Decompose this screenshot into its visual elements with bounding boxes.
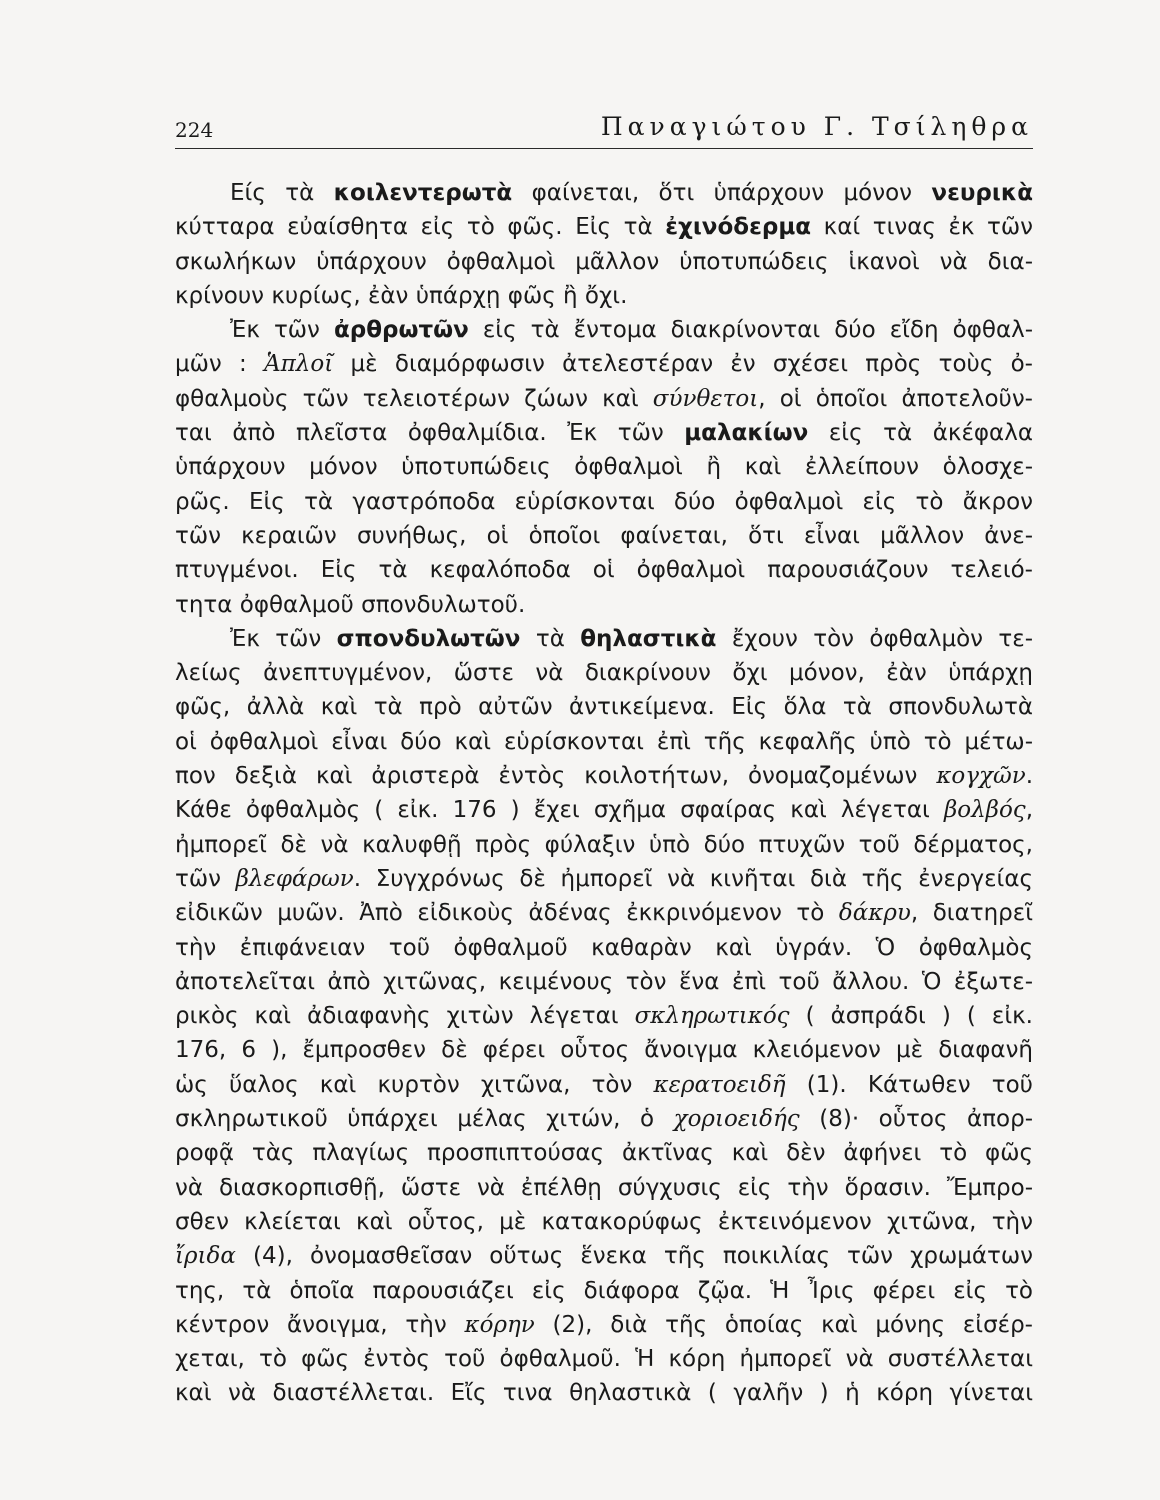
text-line: νὰ διασκορπισθῇ, ὥστε νὰ ἐπέλθῃ σύγχυσις εἰς τὴν ὅρασιν. Ἔμπρο- <box>175 1174 1033 1201</box>
text-line: εἰδικῶν μυῶν. Ἀπὸ εἰδικοὺς ἀδένας ἐκκρινόμενον τὸ δάκρυ, διατηρεῖ <box>175 900 1033 927</box>
text-line: μῶν : Ἁπλοῖ μὲ διαμόρφωσιν ἀτελεστέραν ἐν σχέσει πρὸς τοὺς ὀ- <box>175 351 1033 378</box>
text-line: τῶν κεραιῶν συνήθως, οἱ ὁποῖοι φαίνεται, ὅτι εἶναι μᾶλλον ἀνε- <box>175 522 1033 549</box>
text-line: ὡς ὕαλος καὶ κυρτὸν χιτῶνα, τὸν κερατοειδῆ (1). Κάτωθεν τοῦ <box>175 1071 1033 1098</box>
text-line: πτυγμένοι. Εἰς τὰ κεφαλόποδα οἱ ὀφθαλμοὶ παρουσιάζουν τελειό- <box>175 557 1033 584</box>
italic-term: βλεφάρων <box>235 865 354 892</box>
bold-term: κοιλεντερωτὰ <box>333 180 513 206</box>
text-line: ται ἀπὸ πλεῖστα ὀφθαλμίδια. Ἐκ τῶν μαλακίων εἰς τὰ ἀκέφαλα <box>175 420 1033 447</box>
text-line: τῶν βλεφάρων. Συγχρόνως δὲ ἠμπορεῖ νὰ κινῆται διὰ τῆς ἐνεργείας <box>175 865 1033 892</box>
text-line: κρίνουν κυρίως, ἐὰν ὑπάρχῃ φῶς ἢ ὄχι. <box>175 282 628 309</box>
text-line: κύτταρα εὐαίσθητα εἰς τὸ φῶς. Εἰς τὰ ἐχινόδερμα καί τινας ἐκ τῶν <box>175 214 1033 241</box>
text-line: ρῶς. Εἰς τὰ γαστρόποδα εὑρίσκονται δύο ὀφθαλμοὶ εἰς τὸ ἄκρον <box>175 488 1033 515</box>
text-line: σκληρωτικοῦ ὑπάρχει μέλας χιτών, ὁ χοριοειδής (8)· οὗτος ἀπορ- <box>175 1106 1033 1133</box>
text-line: φθαλμοὺς τῶν τελειοτέρων ζώων καὶ σύνθετοι, οἱ ὁποῖοι ἀποτελοῦν- <box>175 385 1033 412</box>
italic-term: Ἁπλοῖ <box>264 351 334 378</box>
italic-term: κερατοειδῆ <box>653 1071 786 1098</box>
text-line: ροφᾷ τὰς πλαγίως προσπιπτούσας ἀκτῖνας καὶ δὲν ἀφήνει τὸ φῶς <box>175 1140 1033 1167</box>
text-line: κέντρον ἄνοιγμα, τὴν κόρην (2), διὰ τῆς ὁποίας καὶ μόνης εἰσέρ- <box>175 1311 1033 1338</box>
text-line: Ἐκ τῶν σπονδυλωτῶν τὰ θηλαστικὰ ἔχουν τὸν ὀφθαλμὸν τε- <box>230 625 1033 652</box>
text-line: της, τὰ ὁποῖα παρουσιάζει εἰς διάφορα ζῷα. Ἡ Ἶρις φέρει εἰς τὸ <box>175 1277 1033 1304</box>
italic-term: δάκρυ <box>838 900 911 927</box>
text-line: χεται, τὸ φῶς ἐντὸς τοῦ ὀφθαλμοῦ. Ἡ κόρη ἠμπορεῖ νὰ συστέλλεται <box>175 1346 1033 1373</box>
italic-term: χοριοειδής <box>673 1106 800 1133</box>
text-line: τὴν ἐπιφάνειαν τοῦ ὀφθαλμοῦ καθαρὰν καὶ ὑγράν. Ὁ ὀφθαλμὸς <box>175 934 1033 961</box>
text-line: ρικὸς καὶ ἀδιαφανὴς χιτὼν λέγεται σκληρωτικός ( ἀσπράδι ) ( εἰκ. <box>175 1003 1033 1030</box>
text-line: Κάθε ὀφθαλμὸς ( εἰκ. 176 ) ἔχει σχῆμα σφαίρας καὶ λέγεται βολβός, <box>175 797 1033 824</box>
page-number: 224 <box>175 118 214 142</box>
text-line: φῶς, ἀλλὰ καὶ τὰ πρὸ αὐτῶν ἀντικείμενα. Εἰς ὅλα τὰ σπονδυλωτὰ <box>175 694 1033 721</box>
text-line: πον δεξιὰ καὶ ἀριστερὰ ἐντὸς κοιλοτήτων, ὀνομαζομένων κογχῶν. <box>175 763 1033 790</box>
italic-term: κογχῶν <box>936 763 1026 790</box>
bold-term: ἀρθρωτῶν <box>333 317 469 344</box>
text-line: ἴριδα (4), ὀνομασθεῖσαν οὕτως ἕνεκα τῆς ποικιλίας τῶν χρωμάτων <box>175 1243 1033 1270</box>
bold-term: σπονδυλωτῶν <box>336 625 521 652</box>
page-header <box>175 112 1033 149</box>
running-head: Παναγιώτου Γ. Τσίληθρα <box>600 112 1033 141</box>
italic-term: κόρην <box>464 1311 535 1338</box>
text-line: σκωλήκων ὑπάρχουν ὀφθαλμοὶ μᾶλλον ὑποτυπώδεις ἱκανοὶ νὰ δια- <box>175 248 1033 275</box>
italic-term: βολβός <box>943 797 1026 824</box>
italic-term: σύνθετοι <box>652 385 759 412</box>
bold-term: μαλακίων <box>684 420 809 447</box>
italic-term: σκληρωτικός <box>634 1003 790 1030</box>
text-line: καὶ νὰ διαστέλλεται. Εἴς τινα θηλαστικὰ ( γαλῆν ) ἡ κόρη γίνεται <box>175 1380 1033 1407</box>
text-line: 176, 6 ), ἔμπροσθεν δὲ φέρει οὗτος ἄνοιγμα κλειόμενον μὲ διαφανῆ <box>175 1037 1033 1064</box>
text-line: σθεν κλείεται καὶ οὗτος, μὲ κατακορύφως ἐκτεινόμενον χιτῶνα, τὴν <box>175 1208 1033 1235</box>
text-line: ἀποτελεῖται ἀπὸ χιτῶνας, κειμένους τὸν ἕνα ἐπὶ τοῦ ἄλλου. Ὁ ἐξωτε- <box>175 968 1033 995</box>
italic-term: ἴριδα <box>175 1243 236 1270</box>
text-line: Ἐκ τῶν ἀρθρωτῶν εἰς τὰ ἔντομα διακρίνονται δύο εἴδη ὀφθαλ- <box>230 317 1033 344</box>
body-text <box>175 176 1033 1411</box>
text-line: ὑπάρχουν μόνον ὑποτυπώδεις ὀφθαλμοὶ ἢ καὶ ἐλλείπουν ὁλοσχε- <box>175 454 1033 481</box>
text-line: Είς τὰ κοιλεντερωτὰ φαίνεται, ὅτι ὑπάρχουν μόνον νευρικὰ <box>230 180 1033 206</box>
bold-term: νευρικὰ <box>931 180 1033 206</box>
text-line: λείως ἀνεπτυγμένον, ὥστε νὰ διακρίνουν ὄχι μόνον, ἐὰν ὑπάρχῃ <box>175 660 1033 687</box>
text-line: τητα ὀφθαλμοῦ σπονδυλωτοῦ. <box>175 591 526 618</box>
bold-term: θηλαστικὰ <box>580 625 717 652</box>
bold-term: ἐχινόδερμα <box>665 214 812 241</box>
text-line: οἱ ὀφθαλμοὶ εἶναι δύο καὶ εὑρίσκονται ἐπὶ τῆς κεφαλῆς ὑπὸ τὸ μέτω- <box>175 728 1033 755</box>
text-line: ἠμπορεῖ δὲ νὰ καλυφθῇ πρὸς φύλαξιν ὑπὸ δύο πτυχῶν τοῦ δέρματος, <box>175 831 1033 858</box>
